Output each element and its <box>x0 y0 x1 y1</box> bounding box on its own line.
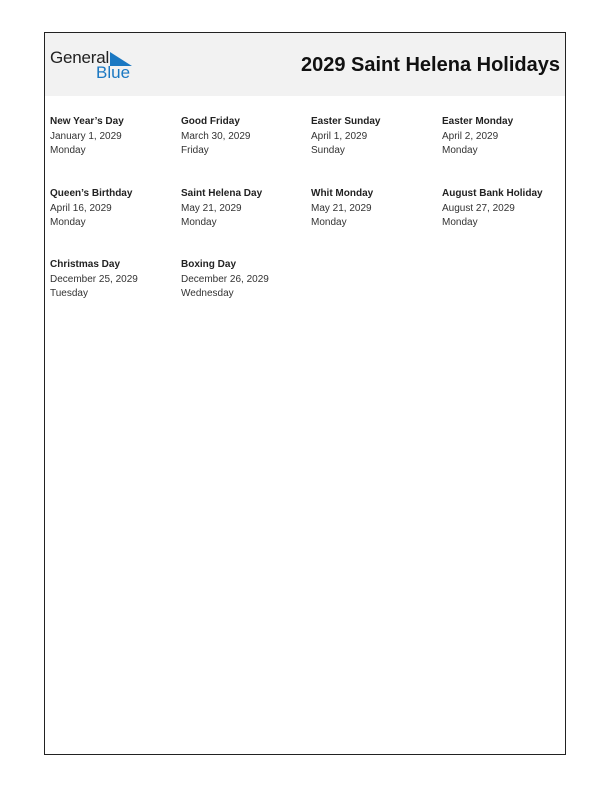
holiday-weekday: Friday <box>181 145 209 156</box>
holiday-weekday: Tuesday <box>50 288 88 299</box>
holiday-name: Christmas Day <box>50 259 121 270</box>
page-frame <box>44 32 566 755</box>
holiday-item <box>181 258 307 302</box>
holiday-name: August Bank Holiday <box>442 188 543 199</box>
holiday-date: March 30, 2029 <box>181 130 251 142</box>
logo-word-blue: Blue <box>96 63 131 82</box>
holiday-weekday: Monday <box>442 217 478 228</box>
holiday-date: May 21, 2029 <box>311 202 372 214</box>
holiday-weekday: Monday <box>311 217 347 228</box>
holiday-item <box>181 115 307 159</box>
holiday-item <box>442 115 568 159</box>
logo-word-general: General <box>50 48 110 67</box>
holiday-item <box>50 258 176 302</box>
page-title: 2029 Saint Helena Holidays <box>300 54 560 76</box>
holiday-item <box>181 187 307 231</box>
holiday-date: May 21, 2029 <box>181 202 242 214</box>
holiday-weekday: Sunday <box>311 145 345 156</box>
holiday-date: April 2, 2029 <box>442 130 499 142</box>
holiday-weekday: Monday <box>50 145 86 156</box>
header-band <box>45 33 565 96</box>
holiday-date: August 27, 2029 <box>442 202 515 214</box>
holiday-date: December 26, 2029 <box>181 273 269 285</box>
holiday-name: Whit Monday <box>311 188 374 199</box>
holiday-name: Queen’s Birthday <box>50 188 133 199</box>
holiday-item <box>442 187 568 231</box>
holiday-weekday: Monday <box>50 217 86 228</box>
holiday-weekday: Monday <box>181 217 217 228</box>
holiday-date: January 1, 2029 <box>50 130 122 142</box>
holiday-item <box>50 115 176 159</box>
holiday-name: Easter Monday <box>442 116 514 127</box>
holiday-weekday: Wednesday <box>181 288 234 299</box>
holiday-date: April 16, 2029 <box>50 202 112 214</box>
holiday-name: New Year’s Day <box>50 116 124 127</box>
holiday-date: December 25, 2029 <box>50 273 138 285</box>
holiday-name: Boxing Day <box>181 259 237 270</box>
holiday-name: Easter Sunday <box>311 116 381 127</box>
generalblue-logo <box>50 48 140 84</box>
holiday-name: Saint Helena Day <box>181 188 263 199</box>
holiday-date: April 1, 2029 <box>311 130 368 142</box>
holiday-item <box>50 187 176 231</box>
holiday-item <box>311 187 437 231</box>
holiday-weekday: Monday <box>442 145 478 156</box>
holiday-item <box>311 115 437 159</box>
holiday-name: Good Friday <box>181 116 240 127</box>
